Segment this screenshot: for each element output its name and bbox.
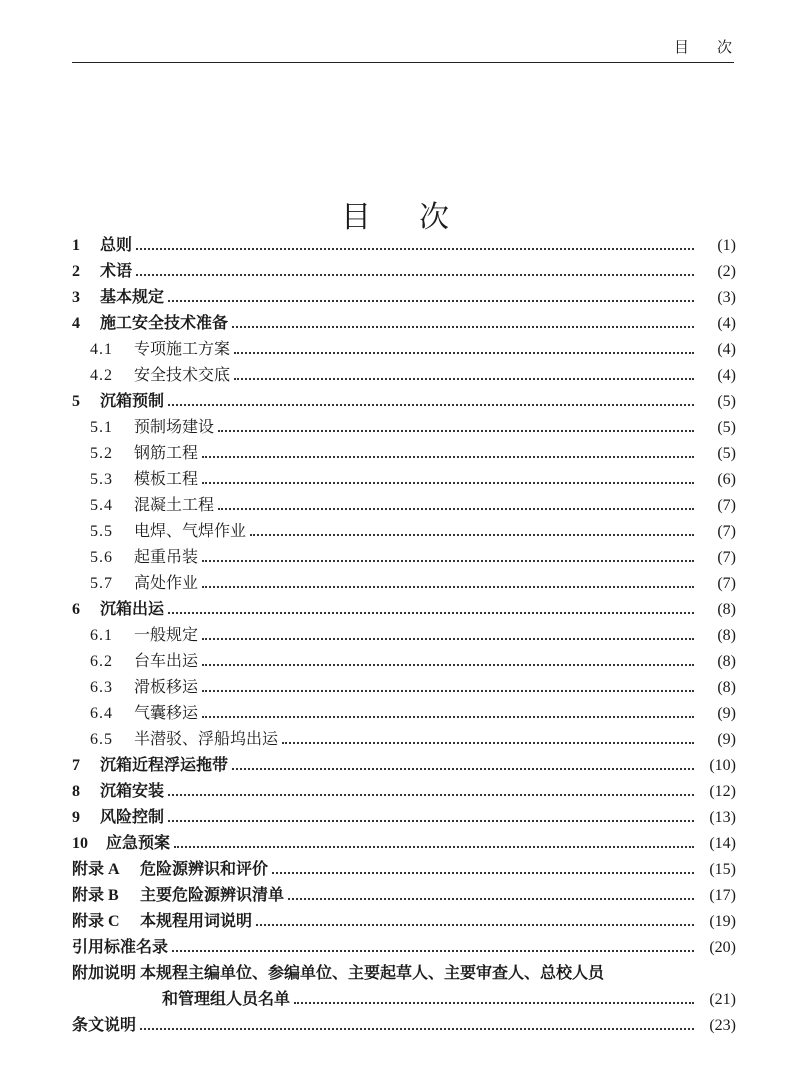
toc-entry-label: 一般规定 <box>134 625 199 644</box>
toc-entry-number: 5.6 <box>90 549 113 566</box>
toc-entry-page: (19) <box>709 913 736 930</box>
toc-entry-label: 引用标准名录 <box>72 937 169 956</box>
toc-entry-page: (1) <box>717 237 736 254</box>
toc-entry-label: 应急预案 <box>106 833 171 852</box>
toc-entry-page: (21) <box>709 991 736 1008</box>
toc-entry[interactable] <box>72 232 736 258</box>
toc-dot-leader <box>256 924 694 926</box>
toc-entry-page: (7) <box>717 497 736 514</box>
toc-dot-leader <box>172 950 694 952</box>
toc-entry-label: 预制场建设 <box>134 417 215 436</box>
toc-entry-number: 5.3 <box>90 471 113 488</box>
toc-dot-leader <box>168 612 694 614</box>
toc-entry-page: (5) <box>717 393 736 410</box>
toc-entry-label: 电焊、气焊作业 <box>134 521 247 540</box>
toc-dot-leader <box>250 534 694 536</box>
toc-dot-leader <box>174 846 694 848</box>
toc-entry[interactable] <box>72 596 736 622</box>
toc-entry-page: (10) <box>709 757 736 774</box>
toc-dot-leader <box>202 638 694 640</box>
toc-entry-number: 附加说明 <box>72 965 137 982</box>
toc-dot-leader <box>202 482 694 484</box>
toc-entry-label: 专项施工方案 <box>134 339 231 358</box>
toc-entry[interactable] <box>72 570 736 596</box>
toc-entry-page: (5) <box>717 419 736 436</box>
toc-entry-page: (7) <box>717 523 736 540</box>
toc-entry-page: (6) <box>717 471 736 488</box>
toc-dot-leader <box>202 716 694 718</box>
toc-entry-number: 4.2 <box>90 367 113 384</box>
toc-dot-leader <box>288 898 694 900</box>
toc-entry-number: 2 <box>72 263 80 280</box>
toc-entry-label: 总则 <box>100 235 133 254</box>
toc-entry-page: (15) <box>709 861 736 878</box>
toc-entry-number: 3 <box>72 289 80 306</box>
toc-entry-page: (4) <box>717 367 736 384</box>
toc-entry-number: 5.2 <box>90 445 113 462</box>
toc-entry[interactable] <box>72 752 736 778</box>
toc-entry-number: 6.1 <box>90 627 113 644</box>
toc-dot-leader <box>168 404 694 406</box>
toc-entry-label: 台车出运 <box>134 651 199 670</box>
toc-entry-page: (23) <box>709 1017 736 1034</box>
toc-entry-page: (14) <box>709 835 736 852</box>
toc-entry-page: (4) <box>717 341 736 358</box>
toc-entry-page: (9) <box>717 705 736 722</box>
toc-entry-page: (7) <box>717 575 736 592</box>
running-head <box>72 34 760 63</box>
toc-entry-page: (13) <box>709 809 736 826</box>
toc-dot-leader <box>202 690 694 692</box>
toc-entry-number: 附录 B <box>72 887 119 904</box>
toc-entry-number: 1 <box>72 237 80 254</box>
toc-dot-leader <box>294 1002 694 1004</box>
toc-entry[interactable] <box>72 518 736 544</box>
toc-entry[interactable] <box>72 544 736 570</box>
toc-entry-number: 6.5 <box>90 731 113 748</box>
table-of-contents <box>72 232 736 1038</box>
toc-entry[interactable] <box>72 804 736 830</box>
toc-entry[interactable] <box>72 310 736 336</box>
toc-entry[interactable] <box>72 908 736 934</box>
toc-entry-label: 基本规定 <box>100 287 165 306</box>
toc-dot-leader <box>234 378 694 380</box>
toc-entry[interactable] <box>72 674 736 700</box>
toc-entry-number: 5 <box>72 393 80 410</box>
toc-dot-leader <box>272 872 694 874</box>
toc-entry-label: 滑板移运 <box>134 677 199 696</box>
toc-entry[interactable] <box>72 388 736 414</box>
toc-entry-label: 高处作业 <box>134 573 199 592</box>
toc-dot-leader <box>168 300 694 302</box>
toc-entry-number: 8 <box>72 783 80 800</box>
toc-entry[interactable] <box>72 648 736 674</box>
toc-entry-label: 施工安全技术准备 <box>100 313 229 332</box>
toc-entry-label: 钢筋工程 <box>134 443 199 462</box>
toc-entry-label: 沉箱出运 <box>100 599 165 618</box>
toc-dot-leader <box>136 274 694 276</box>
toc-dot-leader <box>140 1028 694 1030</box>
toc-entry-number: 5.5 <box>90 523 113 540</box>
toc-dot-leader <box>234 352 694 354</box>
toc-entry[interactable] <box>72 492 736 518</box>
toc-entry-label: 风险控制 <box>100 807 165 826</box>
toc-entry-number: 4.1 <box>90 341 113 358</box>
toc-entry-number: 6.3 <box>90 679 113 696</box>
toc-entry-label: 本规程用词说明 <box>140 911 253 930</box>
toc-entry-page: (2) <box>717 263 736 280</box>
toc-entry-number: 6.2 <box>90 653 113 670</box>
toc-entry-label: 沉箱预制 <box>100 391 165 410</box>
toc-entry-label: 条文说明 <box>72 1015 137 1034</box>
toc-entry-label: 混凝土工程 <box>134 495 215 514</box>
toc-entry[interactable] <box>72 284 736 310</box>
toc-dot-leader <box>168 820 694 822</box>
toc-entry[interactable] <box>72 336 736 362</box>
toc-entry-page: (8) <box>717 601 736 618</box>
toc-dot-leader <box>202 560 694 562</box>
toc-entry-label: 沉箱安装 <box>100 781 165 800</box>
toc-entry-page: (5) <box>717 445 736 462</box>
toc-entry-number: 4 <box>72 315 80 332</box>
toc-entry-label: 模板工程 <box>134 469 199 488</box>
toc-entry-number: 9 <box>72 809 80 826</box>
toc-entry[interactable] <box>72 856 736 882</box>
toc-entry-page: (9) <box>717 731 736 748</box>
toc-dot-leader <box>202 664 694 666</box>
toc-entry-label: 气囊移运 <box>134 703 199 722</box>
toc-entry-page: (12) <box>709 783 736 800</box>
toc-entry[interactable] <box>72 700 736 726</box>
toc-entry-page: (7) <box>717 549 736 566</box>
toc-entry-number: 5.4 <box>90 497 113 514</box>
toc-entry-page: (17) <box>709 887 736 904</box>
toc-dot-leader <box>218 508 694 510</box>
toc-entry[interactable] <box>72 830 736 856</box>
toc-entry-page: (8) <box>717 679 736 696</box>
toc-entry[interactable] <box>72 934 736 960</box>
toc-entry[interactable] <box>72 882 736 908</box>
toc-dot-leader <box>232 768 694 770</box>
toc-entry[interactable] <box>72 362 736 388</box>
toc-dot-leader <box>136 248 694 250</box>
toc-entry-label: 主要危险源辨识清单 <box>140 885 285 904</box>
toc-entry-number: 附录 C <box>72 913 120 930</box>
toc-entry-label: 危险源辨识和评价 <box>140 859 269 878</box>
toc-dot-leader <box>218 430 694 432</box>
toc-entry-page: (8) <box>717 627 736 644</box>
toc-entry[interactable] <box>72 466 736 492</box>
toc-entry-number: 6 <box>72 601 80 618</box>
toc-entry-number: 7 <box>72 757 80 774</box>
toc-entry[interactable] <box>72 414 736 440</box>
toc-dot-leader <box>282 742 694 744</box>
toc-entry-number: 5.1 <box>90 419 113 436</box>
toc-entry[interactable] <box>72 622 736 648</box>
toc-entry-number: 5.7 <box>90 575 113 592</box>
running-head-text: 目次 <box>673 38 760 56</box>
toc-dot-leader <box>232 326 694 328</box>
toc-entry[interactable] <box>72 258 736 284</box>
toc-entry-page: (8) <box>717 653 736 670</box>
toc-entry-label: 沉箱近程浮运拖带 <box>100 755 229 774</box>
toc-entry-label: 本规程主编单位、参编单位、主要起草人、主要审查人、总校人员 <box>140 963 605 982</box>
toc-entry-page: (20) <box>709 939 736 956</box>
toc-entry-number: 10 <box>72 835 88 852</box>
toc-entry-label: 半潜驳、浮船坞出运 <box>134 729 279 748</box>
toc-dot-leader <box>202 586 694 588</box>
toc-entry-page: (4) <box>717 315 736 332</box>
toc-entry[interactable] <box>72 440 736 466</box>
toc-entry[interactable] <box>72 726 736 752</box>
toc-entry[interactable] <box>72 960 736 986</box>
toc-entry-label: 安全技术交底 <box>134 365 231 384</box>
toc-entry[interactable] <box>72 778 736 804</box>
page-title: 目次 <box>341 200 497 236</box>
toc-entry-page: (3) <box>717 289 736 306</box>
toc-dot-leader <box>168 794 694 796</box>
toc-entry-number: 附录 A <box>72 861 120 878</box>
toc-dot-leader <box>202 456 694 458</box>
toc-entry[interactable] <box>72 986 736 1012</box>
toc-entry-label: 和管理组人员名单 <box>162 989 291 1008</box>
toc-entry-label: 术语 <box>100 261 133 280</box>
toc-entry-label: 起重吊装 <box>134 547 199 566</box>
toc-entry-number: 6.4 <box>90 705 113 722</box>
toc-entry[interactable] <box>72 1012 736 1038</box>
